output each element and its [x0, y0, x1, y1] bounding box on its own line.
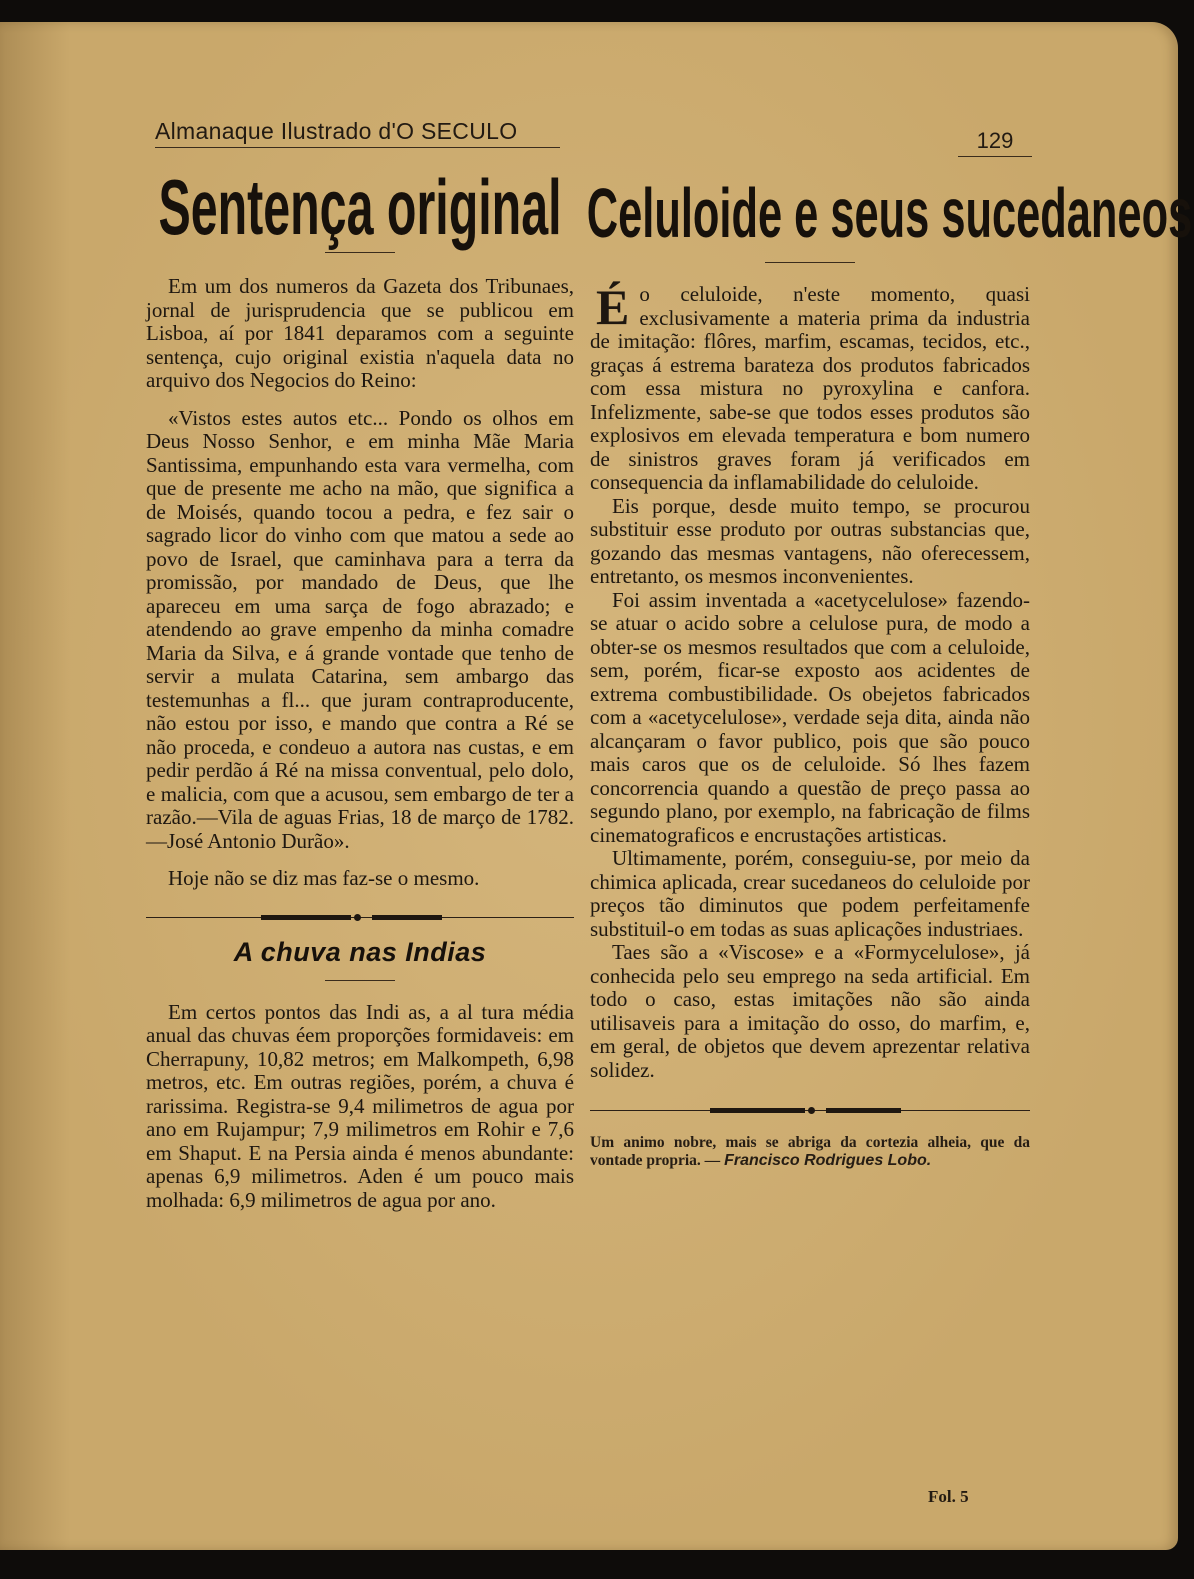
right-column: [586, 168, 1193, 1170]
article-paragraph: Eis porque, desde muito tempo, se procurou substituir esse produto por outras substancias que, gozando das mesmas vantagens, não oferecessem, entretanto, os mesmos inconvenientes.: [590, 493, 1030, 588]
article-paragraph: Ultimamente, porém, conseguiu-se, por meio da chimica aplicada, crear sucedaneos do celuloide por preços tão diminutos que podem perfeitamenfe substituil-o em todas as suas aplicações industriaes.: [590, 846, 1030, 941]
maxim-quote: Um animo nobre, mais se abriga da cortezia alheia, que da vontade propria. — Francisco Rodrigues Lobo.: [590, 1134, 1030, 1169]
article-paragraph: Foi assim inventada a «acetycelulose» fazendo-se atuar o acido sobre a celulose pura, de modo a obter-se os mesmos resultados que com a celuloide, sem, porém, ficar-se exposto aos acidentes de extrema combustibilidade. Os obejetos fabricados com a «acetycelulose», verdade seja dita, ainda não alcançaram o favor publico, pois que são pouco mais caros que os de celuloide. Só lhes fazem concorrencia quando a questão de preço passa ao segundo plano, por exemplo, na fabricação de films cinematograficos e encrustações artisticas.: [590, 587, 1030, 847]
article-paragraph: Hoje não se diz mas faz-se o mesmo.: [168, 866, 480, 890]
article-title-chuva: A chuva nas Indias: [233, 936, 487, 967]
running-title: Almanaque Ilustrado d'O SECULO: [155, 118, 560, 148]
article-paragraph: Éo celuloide, n'este momento, quasi exclusivamente a materia prima da industria de imitação: flôres, marfim, escamas, tecidos, etc., graças á estrema barateza dos produtos fabricados com essa mistura no pyroxylina e canfora. Infelizmente, sabe-se que todos esses produtos são explosivos em elevada temperatura e bom numero de sinistros graves foram já verificados em consequencia da inflamabilidade do celuloide.: [590, 279, 1030, 494]
article-paragraph: «Vistos estes autos etc... Pondo os olhos em Deus Nosso Senhor, e em minha Mãe Maria Santissima, empunhando esta vara vermelha, com que de presente me acho na mão, que significa a de Moisés, quando tocou a pedra, e fez sair o sagrado licor do vinho com que matou a sede ao povo de Israel, que caminhava para a terra da promissão, por mandado de Deus, que lhe apareceu em uma sarça de fogo abrazado; e atendendo ao grave empenho da minha comadre Maria da Silva, e á grande vontade que tenho de servir a mulata Catarina, sem ambargo das testemunhas a fl... que juram contraproducente, não estou por isso, e mando que contra a Ré se não proceda, e condeuo a autora nas custas, e em pedir perdão á Ré na missa conventual, pelo dolo, e malicia, com que a acusou, sem embargo de ter a razão.—Vila de aguas Frias, 18 de março de 1782.—José Antonio Durão».: [146, 405, 574, 853]
article-paragraph: Em um dos numeros da Gazeta dos Tribunaes, jornal de jurisprudencia que se publicou em Lisboa, aí por 1841 deparamos com a seguinte sentença, cujo original existia n'aquela data no arquivo dos Negocios do Reino:: [146, 274, 574, 392]
ornamental-divider: [146, 913, 574, 923]
left-column: [146, 163, 574, 1212]
article-title-sentenca: Sentença original: [158, 163, 562, 251]
page-number: 129: [958, 128, 1032, 157]
maxim-author: Francisco Rodrigues Lobo.: [724, 1152, 932, 1169]
sheet-signature: Fol. 5: [928, 1487, 969, 1506]
article-paragraph: Em certos pontos das Indi as, a al tura média anual das chuvas éem proporções formidaveis: em Cherrapuny, 10,82 metros; em Malkompeth, 6,98 metros, etc. Em outras regiões, porém, a chuva é rarissima. Registra-se 9,4 milimetros de agua por ano em Rujampur; 7,9 milimetros em Rohir e 7,6 em Shaput. E na Persia ainda é menos abundante: apenas 6,9 milimetros. Aden é um pouco mais molhada: 6,9 milimetros de agua por ano.: [146, 999, 574, 1212]
article-title-celuloide: Celuloide e seus sucedaneos: [586, 174, 1193, 252]
drop-cap: É: [596, 279, 630, 335]
ornamental-divider: [590, 1106, 1030, 1116]
article-paragraph: Taes são a «Viscose» e a «Formycelulose», já conhecida pelo seu emprego na seda artificial. Em todo o caso, estas imitações não são ainda utilisaveis para a imitação do osso, do marfim, e, em geral, de objetos que devem aprezentar relativa solidez.: [590, 940, 1030, 1082]
